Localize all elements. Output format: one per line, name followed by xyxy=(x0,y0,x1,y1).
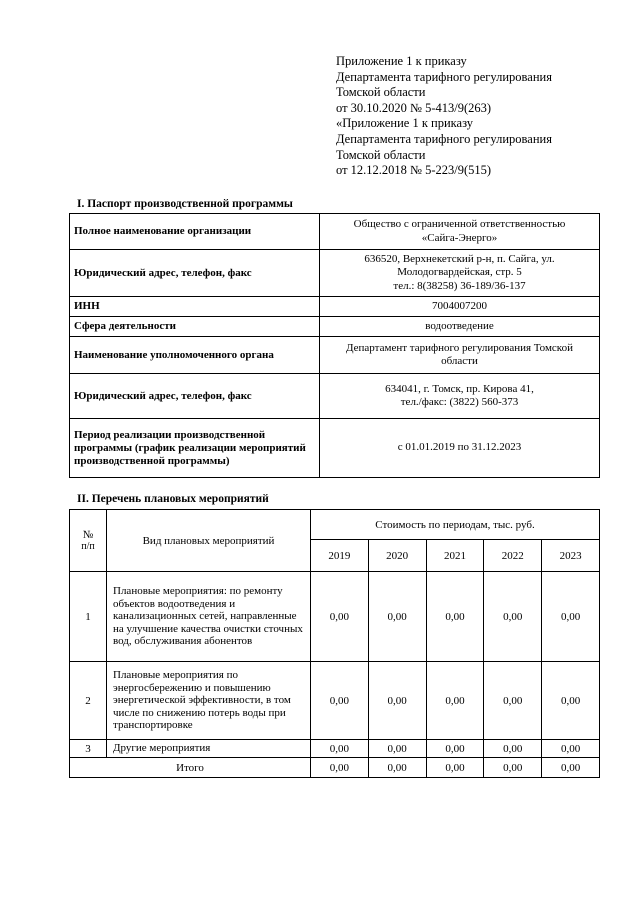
passport-title: I. Паспорт производственной программы xyxy=(77,198,293,210)
header-line: от 30.10.2020 № 5-413/9(263) xyxy=(336,100,492,115)
value-line: Департамент тарифного регулирования Томской xyxy=(346,341,573,354)
total-value: 0,00 xyxy=(542,758,600,778)
row-num: 3 xyxy=(70,740,107,758)
table-row xyxy=(70,572,600,662)
document-header xyxy=(336,54,552,179)
header-line: Томской области xyxy=(336,147,426,162)
header-line: Департамента тарифного регулирования xyxy=(336,69,552,84)
col-num-label: № xyxy=(82,529,94,541)
value-line: Молодогвардейская, стр. 5 xyxy=(397,266,522,279)
plan-header-row xyxy=(70,510,600,540)
passport-label: Наименование уполномоченного органа xyxy=(70,337,320,374)
passport-row xyxy=(70,214,600,250)
header-line: Томской области xyxy=(336,85,426,100)
total-row xyxy=(70,758,600,778)
total-value: 0,00 xyxy=(426,758,484,778)
header-line: «Приложение 1 к приказу xyxy=(336,116,474,131)
row-value: 0,00 xyxy=(542,740,600,758)
value-line: с 01.01.2019 по 31.12.2023 xyxy=(397,441,522,454)
row-value: 0,00 xyxy=(426,662,484,740)
passport-row xyxy=(70,297,600,317)
passport-table xyxy=(69,213,600,478)
passport-row xyxy=(70,419,600,478)
passport-label: Юридический адрес, телефон, факс xyxy=(70,250,320,297)
row-value: 0,00 xyxy=(542,572,600,662)
row-value: 0,00 xyxy=(311,740,369,758)
passport-value xyxy=(320,214,600,250)
header-line: Департамента тарифного регулирования xyxy=(336,131,552,146)
value-line: «Сайга-Энерго» xyxy=(421,231,498,244)
passport-value xyxy=(320,337,600,374)
passport-label: Полное наименование организации xyxy=(70,214,320,250)
year-header: 2020 xyxy=(368,540,426,572)
table-row xyxy=(70,740,600,758)
plan-title: II. Перечень плановых мероприятий xyxy=(77,493,269,505)
passport-value xyxy=(320,297,600,317)
passport-value xyxy=(320,419,600,478)
total-value: 0,00 xyxy=(311,758,369,778)
col-num-sub: п/п xyxy=(81,541,95,552)
row-value: 0,00 xyxy=(368,740,426,758)
plan-table xyxy=(69,509,600,778)
value-line: области xyxy=(441,355,478,367)
col-num-header xyxy=(70,510,107,572)
passport-row xyxy=(70,374,600,419)
row-value: 0,00 xyxy=(542,662,600,740)
row-name: Другие мероприятия xyxy=(107,740,311,758)
year-header: 2023 xyxy=(542,540,600,572)
header-line: от 12.12.2018 № 5-223/9(515) xyxy=(336,163,492,178)
year-header: 2019 xyxy=(311,540,369,572)
value-line: 7004007200 xyxy=(432,299,487,312)
row-num: 1 xyxy=(70,572,107,662)
value-line: тел.: 8(38258) 36-189/36-137 xyxy=(393,279,526,292)
table-row xyxy=(70,662,600,740)
passport-row xyxy=(70,250,600,297)
row-value: 0,00 xyxy=(311,572,369,662)
row-value: 0,00 xyxy=(484,662,542,740)
year-header: 2021 xyxy=(426,540,484,572)
row-value: 0,00 xyxy=(484,572,542,662)
total-label: Итого xyxy=(70,758,311,778)
year-header: 2022 xyxy=(484,540,542,572)
row-name: Плановые мероприятия: по ремонту объектов водоотведения и канализационных сетей, направленные на улучшение качества очистки сточных вод, обслуживания абонентов xyxy=(107,572,311,662)
passport-row xyxy=(70,337,600,374)
passport-value xyxy=(320,374,600,419)
passport-value xyxy=(320,317,600,337)
col-cost-header: Стоимость по периодам, тыс. руб. xyxy=(311,510,600,540)
row-value: 0,00 xyxy=(426,572,484,662)
passport-value xyxy=(320,250,600,297)
passport-row xyxy=(70,317,600,337)
row-name: Плановые мероприятия по энергосбережению и повышению энергетической эффективности, в том числе по снижению потерь воды при транспортировке xyxy=(107,662,311,740)
value-line: тел./факс: (3822) 560-373 xyxy=(400,396,519,408)
passport-label: Период реализации производственной программы (график реализации мероприятий производственной программы) xyxy=(70,419,320,478)
row-value: 0,00 xyxy=(311,662,369,740)
row-value: 0,00 xyxy=(426,740,484,758)
value-line: Общество с ограниченной ответственностью xyxy=(353,218,566,230)
row-num: 2 xyxy=(70,662,107,740)
value-line: водоотведение xyxy=(425,319,494,332)
value-line: 634041, г. Томск, пр. Кирова 41, xyxy=(385,382,534,395)
row-value: 0,00 xyxy=(368,572,426,662)
value-line: 636520, Верхнекетский р-н, п. Сайга, ул. xyxy=(364,252,555,265)
passport-label: ИНН xyxy=(70,297,320,317)
total-value: 0,00 xyxy=(368,758,426,778)
row-value: 0,00 xyxy=(368,662,426,740)
total-value: 0,00 xyxy=(484,758,542,778)
passport-label: Сфера деятельности xyxy=(70,317,320,337)
col-name-header: Вид плановых мероприятий xyxy=(107,510,311,572)
header-line: Приложение 1 к приказу xyxy=(336,54,467,68)
passport-label: Юридический адрес, телефон, факс xyxy=(70,374,320,419)
row-value: 0,00 xyxy=(484,740,542,758)
